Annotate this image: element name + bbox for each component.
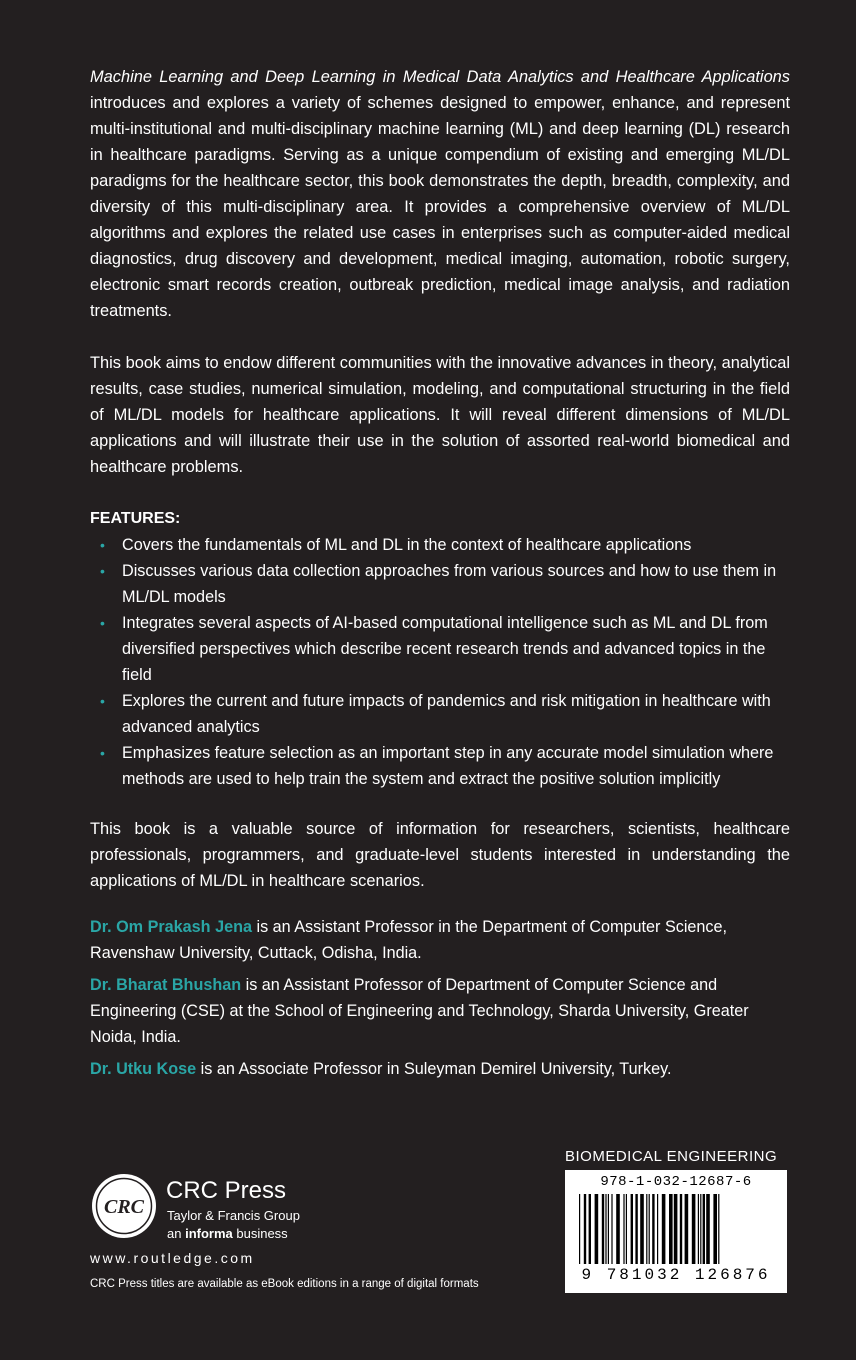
publisher-group: Taylor & Francis Group [167,1208,300,1223]
barcode-bar [703,1194,705,1264]
feature-item [90,740,790,792]
author-name: Dr. Bharat Bhushan [90,976,242,994]
features-heading: FEATURES: [90,510,181,527]
feature-item [90,610,790,688]
author-bio-text: is an Assistant Professor in the Department of Computer Science, Ravenshaw University, Cuttack, Odisha, India. [90,918,728,962]
author-name: Dr. Om Prakash Jena [90,918,252,936]
barcode-icon [573,1194,779,1264]
barcode-bar [718,1194,719,1264]
barcode-bar [640,1194,644,1264]
barcode-bar [611,1194,612,1264]
publisher-website: www.routledge.com [90,1250,255,1266]
barcode-bar [669,1194,673,1264]
barcode-bar [713,1194,717,1264]
author-bio [90,1056,790,1082]
description-block [90,64,790,1082]
barcode-bar [649,1194,650,1264]
barcode-bar [626,1194,627,1264]
subject-category: BIOMEDICAL ENGINEERING [565,1148,778,1165]
business-brand: informa [185,1226,233,1241]
barcode-bar [584,1194,586,1264]
crc-logo-icon [90,1172,158,1240]
feature-item [90,688,790,740]
author-bio [90,914,790,966]
bullet-icon: • [100,537,105,553]
barcode-bar [623,1194,624,1264]
barcode-bar [605,1194,606,1264]
barcode-bar [700,1194,701,1264]
barcode-bar [646,1194,647,1264]
bullet-icon: • [100,563,105,579]
barcode-bar [698,1194,699,1264]
feature-item [90,558,790,610]
business-prefix: an [167,1226,186,1241]
barcode-bar [616,1194,620,1264]
author-bio-text: is an Associate Professor in Suleyman Demirel University, Turkey. [196,1060,672,1078]
book-title: Machine Learning and Deep Learning in Medical Data Analytics and Healthcare Applications [90,68,790,86]
author-bio [90,972,790,1050]
ebook-note: CRC Press titles are available as eBook editions in a range of digital formats [90,1278,479,1290]
feature-text: Explores the current and future impacts of pandemics and risk mitigation in healthcare with advanced analytics [122,692,771,736]
feature-text: Integrates several aspects of AI-based computational intelligence such as ML and DL from diversified perspectives which describe recent research trends and advanced topics in the field [122,614,768,684]
bullet-icon: • [100,615,105,631]
barcode-bar [662,1194,666,1264]
business-suffix: business [232,1226,288,1241]
isbn-barcode [565,1170,787,1293]
audience-paragraph: This book is a valuable source of information for researchers, scientists, healthcare professionals, programmers, and graduate-level students interested in understanding the applications of ML/DL in healthcare scenarios. [90,820,790,890]
aims-paragraph: This book aims to endow different communities with the innovative advances in theory, analytical results, case studies, numerical simulation, modeling, and computational structuring in the field of ML/DL models for healthcare applications. It will reveal different dimensions of ML/DL applications and will illustrate their use in the solution of assorted real-world biomedical and healthcare problems. [90,354,790,476]
barcode-bar [602,1194,604,1264]
isbn-bottom-text: 9 781032 126876 [581,1266,771,1284]
barcode-bar [595,1194,599,1264]
barcode-bar [685,1194,689,1264]
barcode-bar [692,1194,696,1264]
publisher-business [167,1226,288,1242]
author-bio-text: is an Assistant Professor of Department of Computer Science and Engineering (CSE) at the School of Engineering and Technology, Sharda University, Greater Noida, India. [90,976,749,1046]
features-list [90,532,790,792]
feature-text: Discusses various data collection approaches from various sources and how to use them in ML/DL models [122,562,777,606]
feature-text: Covers the fundamentals of ML and DL in the context of healthcare applications [122,536,692,554]
intro-text: introduces and explores a variety of schemes designed to empower, enhance, and represent multi-institutional and multi-disciplinary machine learning (ML) and deep learning (DL) research in healthcare paradigms. Serving as a unique compendium of existing and emerging ML/DL paradigms for the healthcare sector, this book demonstrates the depth, breadth, complexity, and diversity of this multi-disciplinary area. It provides a comprehensive overview of ML/DL algorithms and explores the related use cases in enterprises such as computer-aided medical diagnostics, drug discovery and development, medical imaging, automation, robotic surgery, electronic smart records creation, outbreak prediction, medical image analysis, and radiation treatments. [90,94,790,320]
barcode-bar [579,1194,580,1264]
crc-logo-text: CRC [103,1196,145,1218]
barcode-bar [680,1194,682,1264]
author-name: Dr. Utku Kose [90,1060,197,1078]
isbn-top-text: 978-1-032-12687-6 [600,1174,752,1190]
feature-text: Emphasizes feature selection as an important step in any accurate model simulation where methods are used to help train the system and extract the positive solution implicitly [122,744,774,788]
barcode-bar [635,1194,637,1264]
bullet-icon: • [100,745,105,761]
barcode-bar [674,1194,678,1264]
intro-paragraph [90,64,790,324]
feature-item [90,532,790,558]
barcode-bar [608,1194,609,1264]
barcode-bar [589,1194,591,1264]
barcode-bar [631,1194,633,1264]
barcode-bar [657,1194,658,1264]
barcode-bar [706,1194,710,1264]
publisher-name: CRC Press [166,1177,287,1204]
bullet-icon: • [100,693,105,709]
barcode-bar [652,1194,654,1264]
